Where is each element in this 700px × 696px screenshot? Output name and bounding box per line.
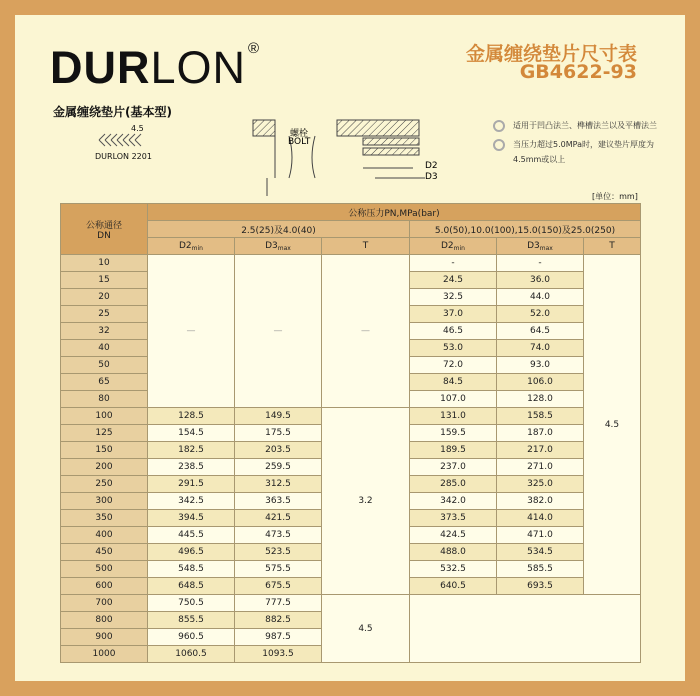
dn-cell: 450: [61, 544, 148, 561]
table-row: [61, 595, 641, 612]
d2-col-header: $D2_{min}$: [410, 238, 497, 255]
d2-cell: 855.5: [148, 612, 235, 629]
d3-label: D3: [425, 172, 438, 182]
t-cell: 4.5: [322, 595, 410, 663]
t-col-header: T: [322, 238, 410, 255]
d2-cell: 548.5: [148, 561, 235, 578]
table-row: [61, 408, 641, 425]
dn-cell: 80: [61, 391, 148, 408]
empty-cell: —: [148, 255, 235, 408]
d3-cell: 325.0: [497, 476, 584, 493]
d2-cell: 53.0: [410, 340, 497, 357]
d3-cell: 777.5: [235, 595, 322, 612]
d3-cell: 158.5: [497, 408, 584, 425]
empty-cell: —: [322, 255, 410, 408]
d2-cell: 84.5: [410, 374, 497, 391]
d2-cell: 532.5: [410, 561, 497, 578]
dn-header: 公称通径 DN: [61, 204, 148, 255]
d3-col-header: $D3_{max}$: [235, 238, 322, 255]
page-title: 金属缠绕垫片尺寸表: [465, 43, 637, 65]
d2-cell: 32.5: [410, 289, 497, 306]
d2-cell: 46.5: [410, 323, 497, 340]
dn-cell: 350: [61, 510, 148, 527]
d2-cell: 37.0: [410, 306, 497, 323]
bolt-label-en: BOLT: [288, 137, 311, 147]
dn-cell: 900: [61, 629, 148, 646]
d2-cell: 159.5: [410, 425, 497, 442]
durlon-logo: DURLON ®: [50, 40, 261, 93]
d3-cell: 421.5: [235, 510, 322, 527]
flange-diagram: [245, 118, 445, 198]
empty-cell: —: [235, 255, 322, 408]
unit-label: [单位：mm]: [592, 192, 638, 201]
table-row: [61, 255, 641, 272]
notes: [493, 118, 673, 171]
d3-cell: 363.5: [235, 493, 322, 510]
d2-cell: 189.5: [410, 442, 497, 459]
d2-cell: 107.0: [410, 391, 497, 408]
standard-code: GB4622-93: [519, 61, 637, 83]
d3-cell: 128.0: [497, 391, 584, 408]
d3-cell: 312.5: [235, 476, 322, 493]
dn-cell: 1000: [61, 646, 148, 663]
d3-cell: 414.0: [497, 510, 584, 527]
d3-cell: 203.5: [235, 442, 322, 459]
d2-cell: 640.5: [410, 578, 497, 595]
d3-cell: 187.0: [497, 425, 584, 442]
dn-cell: 40: [61, 340, 148, 357]
d3-cell: 1093.5: [235, 646, 322, 663]
d2-cell: 342.0: [410, 493, 497, 510]
d2-cell: 1060.5: [148, 646, 235, 663]
dn-cell: 32: [61, 323, 148, 340]
gasket-icon: [97, 131, 147, 149]
d3-cell: 523.5: [235, 544, 322, 561]
d3-cell: 52.0: [497, 306, 584, 323]
dn-cell: 20: [61, 289, 148, 306]
d2-cell: 960.5: [148, 629, 235, 646]
d2-cell: 648.5: [148, 578, 235, 595]
dn-cell: 100: [61, 408, 148, 425]
d3-cell: 693.5: [497, 578, 584, 595]
d2-cell: 424.5: [410, 527, 497, 544]
dn-cell: 150: [61, 442, 148, 459]
d2-cell: -: [410, 255, 497, 272]
d3-cell: 74.0: [497, 340, 584, 357]
d2-cell: 131.0: [410, 408, 497, 425]
d3-cell: 382.0: [497, 493, 584, 510]
d2-cell: 373.5: [410, 510, 497, 527]
t-col-header: T: [584, 238, 641, 255]
d3-cell: 259.5: [235, 459, 322, 476]
dn-cell: 250: [61, 476, 148, 493]
pressure-header: 公称压力PN,MPa(bar): [148, 204, 641, 221]
d2-cell: 238.5: [148, 459, 235, 476]
dn-cell: 400: [61, 527, 148, 544]
model-label: DURLON 2201: [95, 152, 152, 161]
bolt-label-cn: 螺栓: [290, 129, 309, 139]
d2-cell: 72.0: [410, 357, 497, 374]
dn-cell: 700: [61, 595, 148, 612]
t-cell: 4.5: [584, 255, 641, 595]
size-table: [60, 203, 641, 663]
d2-col-header: $D2_{min}$: [148, 238, 235, 255]
d3-cell: 534.5: [497, 544, 584, 561]
dn-cell: 50: [61, 357, 148, 374]
gasket-type-title: 金属缠绕垫片(基本型): [53, 105, 172, 119]
d2-cell: 154.5: [148, 425, 235, 442]
dn-cell: 10: [61, 255, 148, 272]
d3-cell: 675.5: [235, 578, 322, 595]
dn-cell: 25: [61, 306, 148, 323]
dn-cell: 65: [61, 374, 148, 391]
empty-cell: [410, 595, 641, 663]
group-low-header: 2.5(25)及4.0(40): [148, 221, 410, 238]
d3-cell: 93.0: [497, 357, 584, 374]
d3-cell: 473.5: [235, 527, 322, 544]
circle-icon: [493, 139, 505, 151]
thickness-label: 4.5: [131, 124, 144, 133]
d2-cell: 488.0: [410, 544, 497, 561]
dn-cell: 600: [61, 578, 148, 595]
d3-cell: 882.5: [235, 612, 322, 629]
d2-cell: 128.5: [148, 408, 235, 425]
group-high-header: 5.0(50),10.0(100),15.0(150)及25.0(250): [410, 221, 641, 238]
d2-cell: 285.0: [410, 476, 497, 493]
d2-cell: 342.5: [148, 493, 235, 510]
dn-cell: 800: [61, 612, 148, 629]
d2-cell: 24.5: [410, 272, 497, 289]
dn-cell: 300: [61, 493, 148, 510]
note-item: 适用于凹凸法兰、榫槽法兰以及平槽法兰: [493, 118, 673, 133]
d3-cell: 471.0: [497, 527, 584, 544]
d2-cell: 237.0: [410, 459, 497, 476]
t-cell: 3.2: [322, 408, 410, 595]
d3-cell: 987.5: [235, 629, 322, 646]
d3-cell: 585.5: [497, 561, 584, 578]
d2-cell: 291.5: [148, 476, 235, 493]
d3-cell: 106.0: [497, 374, 584, 391]
d2-label: D2: [425, 161, 438, 171]
dn-cell: 15: [61, 272, 148, 289]
d2-cell: 750.5: [148, 595, 235, 612]
d3-cell: 175.5: [235, 425, 322, 442]
d2-cell: 445.5: [148, 527, 235, 544]
d3-cell: 271.0: [497, 459, 584, 476]
d3-cell: 44.0: [497, 289, 584, 306]
dn-cell: 200: [61, 459, 148, 476]
d3-cell: 217.0: [497, 442, 584, 459]
d3-cell: 149.5: [235, 408, 322, 425]
d2-cell: 496.5: [148, 544, 235, 561]
page-card: [15, 15, 685, 681]
d3-cell: 575.5: [235, 561, 322, 578]
d2-cell: 182.5: [148, 442, 235, 459]
dn-cell: 125: [61, 425, 148, 442]
circle-icon: [493, 120, 505, 132]
d3-cell: 36.0: [497, 272, 584, 289]
d3-cell: -: [497, 255, 584, 272]
d2-cell: 394.5: [148, 510, 235, 527]
note-item: 当压力超过5.0MPa时，建议垫片厚度为4.5mm或以上: [493, 137, 673, 167]
d3-cell: 64.5: [497, 323, 584, 340]
d3-col-header: $D3_{max}$: [497, 238, 584, 255]
dn-cell: 500: [61, 561, 148, 578]
